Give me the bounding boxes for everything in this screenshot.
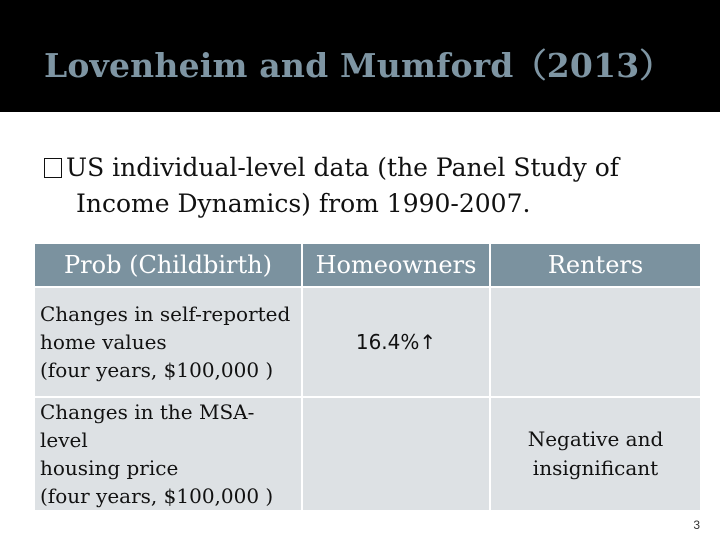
- title-bar: [0, 0, 720, 112]
- bullet-line-2: Income Dynamics) from 1990-2007.: [76, 189, 531, 218]
- renters-effect-value: [490, 397, 701, 511]
- slide-title: Lovenheim and Mumford（2013）: [44, 46, 673, 85]
- header-renters: Renters: [490, 243, 701, 287]
- homeowners-empty-cell: [302, 397, 490, 511]
- results-table: [33, 242, 702, 512]
- header-homeowners: Homeowners: [302, 243, 490, 287]
- homeowners-effect-value: 16.4%↑: [302, 287, 490, 397]
- renters-empty-cell: [490, 287, 701, 397]
- row-label-line: housing price: [40, 456, 179, 480]
- row-label-line: Changes in self-reported: [40, 302, 291, 326]
- row-label-line: (four years, $100,000 ): [40, 358, 274, 382]
- table-header-row: [34, 243, 701, 287]
- table-row: [34, 287, 701, 397]
- renters-effect-line: insignificant: [532, 456, 659, 480]
- row-label-line: home values: [40, 330, 167, 354]
- table-row: [34, 397, 701, 511]
- bullet-box-icon: [44, 158, 62, 178]
- renters-effect-line: Negative and: [527, 427, 664, 451]
- bullet-line-1-text: US individual-level data (the Panel Study of: [66, 153, 620, 182]
- bullet-text: [44, 150, 704, 222]
- row-label-self-reported: [34, 287, 302, 397]
- bullet-line-1: [44, 150, 704, 186]
- row-label-line: (four years, $100,000 ): [40, 484, 274, 508]
- row-label-line: Changes in the MSA-level: [40, 400, 255, 452]
- row-label-msa-level: [34, 397, 302, 511]
- header-prob-childbirth: Prob (Childbirth): [34, 243, 302, 287]
- page-number: 3: [693, 518, 700, 532]
